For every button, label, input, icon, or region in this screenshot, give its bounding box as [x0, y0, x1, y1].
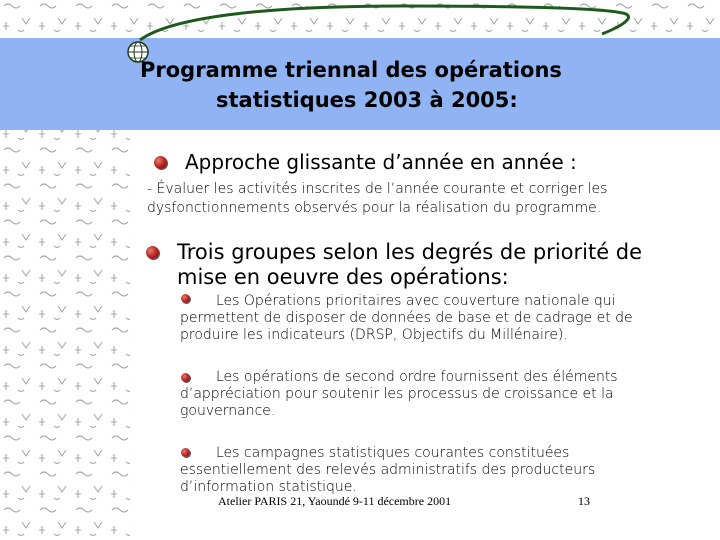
sub-item-1-text: Les Opérations prioritaires avec couverture nationale qui permettent de disposer de données de base et de cadrage et de produire les indicateurs (DRSP, Objectifs du Millénaire).: [180, 293, 633, 343]
footer-event: Atelier PARIS 21, Yaoundé 9-11 décembre 2001: [218, 494, 452, 508]
sub-item-1: [180, 293, 660, 344]
title-line-2: statistiques 2003 à 2005:: [216, 88, 518, 112]
sub-item-3-text: Les campagnes statistiques courantes constituées essentiellement des relevés administratifs des producteurs d’information statistique.: [180, 445, 596, 495]
section1-heading: Approche glissante d’année en année :: [185, 150, 577, 174]
slide-title: [140, 55, 660, 115]
section1-detail: - Évaluer les activités inscrites de l’année courante et corriger les dysfonctionnements observés pour la réalisation du programme.: [147, 181, 608, 216]
sub-item-2: [180, 369, 660, 420]
title-line-1: Programme triennal des opérations: [140, 58, 562, 82]
sub-item-2-text: Les opérations de second ordre fournissent des éléments d’appréciation pour soutenir les processus de croissance et la gouvernance.: [180, 369, 618, 419]
page-number: 13: [578, 494, 590, 508]
section2-heading: Trois groupes selon les degrés de priorité de mise en oeuvre des opérations:: [177, 240, 643, 289]
sub-item-3: [180, 445, 660, 496]
bullet-icon: [146, 246, 159, 259]
bullet-icon: [154, 156, 167, 169]
